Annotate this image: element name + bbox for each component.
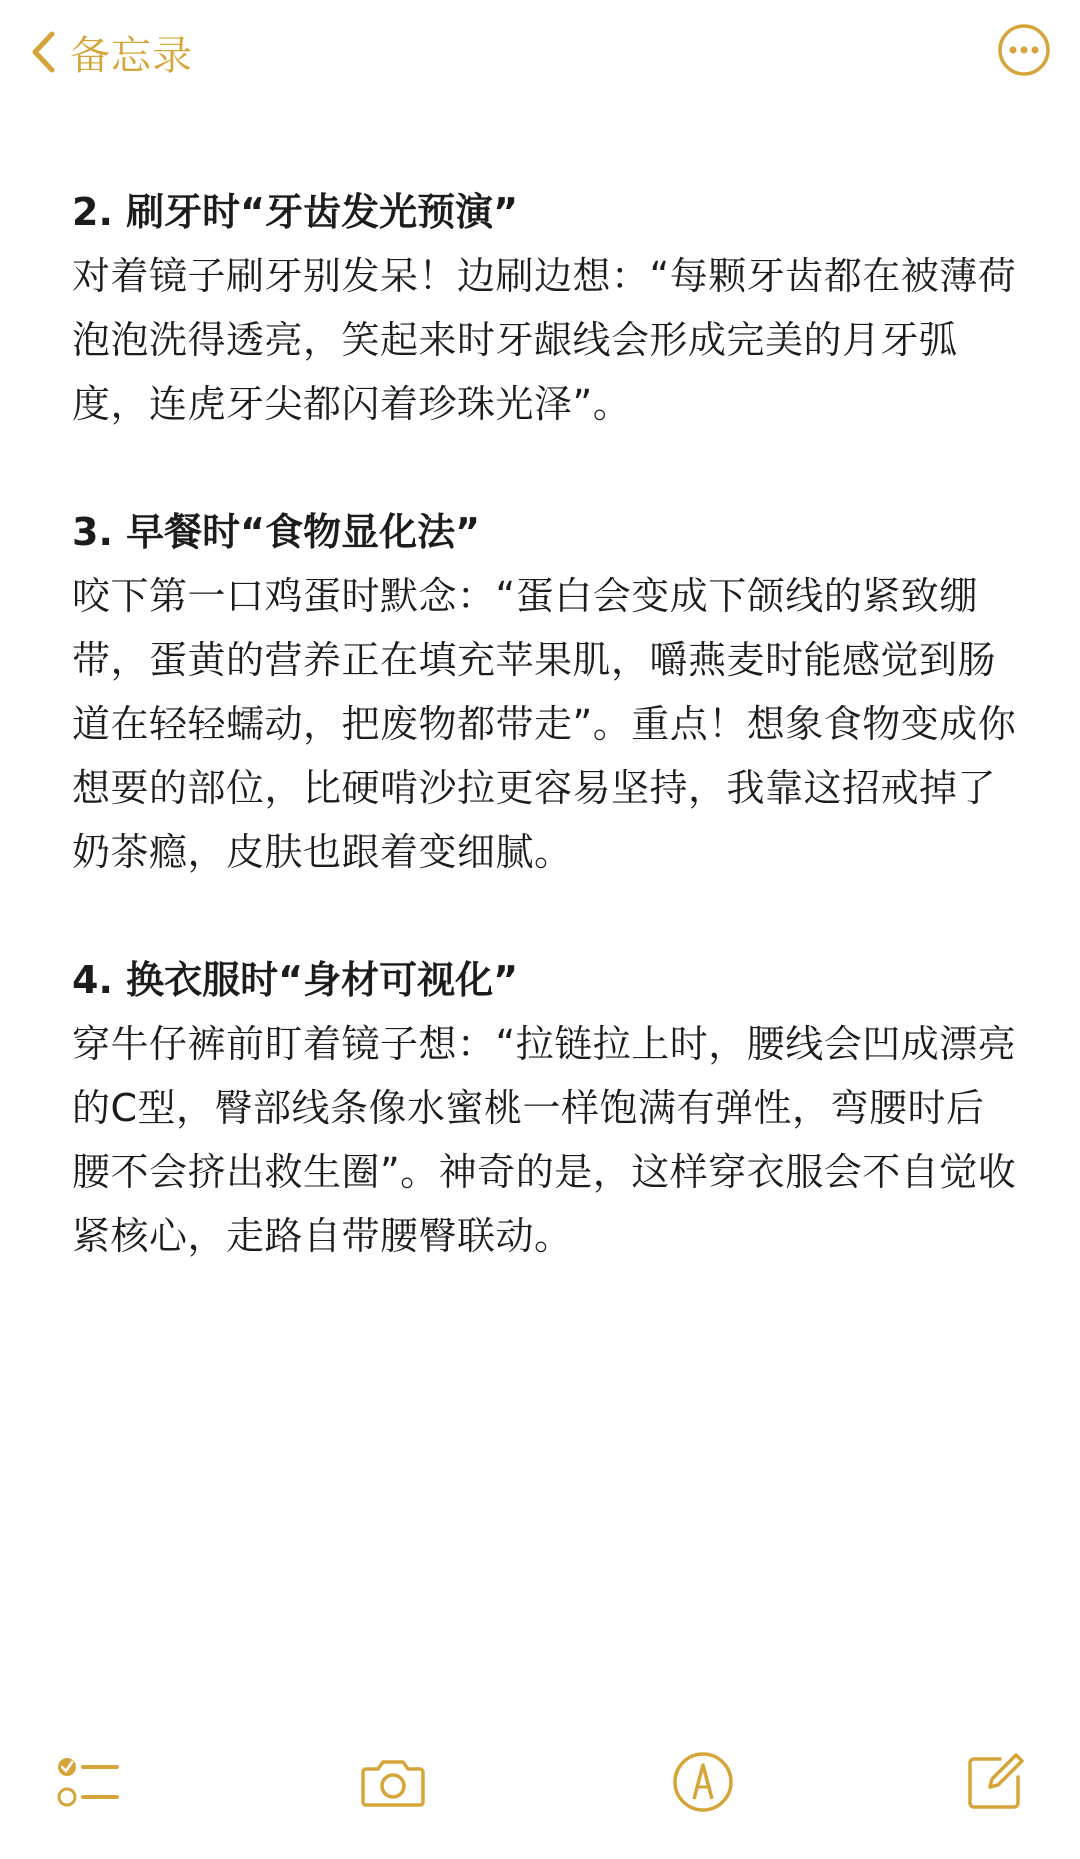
note-section (72, 948, 1022, 1268)
section-heading: 3. 早餐时“食物显化法” (72, 510, 481, 554)
section-body: 对着镜子刷牙别发呆！边刷边想：“每颗牙齿都在被薄荷泡泡洗得透亮，笑起来时牙龈线会形成完美的月牙弧度，连虎牙尖都闪着珍珠光泽”。 (72, 254, 1017, 426)
markup-button[interactable] (668, 1747, 738, 1817)
note-content[interactable] (72, 180, 1022, 1332)
checklist-button[interactable] (55, 1747, 125, 1817)
note-section (72, 180, 1022, 436)
camera-button[interactable] (358, 1747, 428, 1817)
ellipsis-circle-icon (996, 22, 1052, 78)
note-section (72, 500, 1022, 884)
more-options-button[interactable] (996, 22, 1052, 78)
section-body: 穿牛仔裤前盯着镜子想：“拉链拉上时，腰线会凹成漂亮的C型，臀部线条像水蜜桃一样饱满有弹性，弯腰时后腰不会挤出救生圈”。神奇的是，这样穿衣服会不自觉收紧核心，走路自带腰臀联动。 (72, 1022, 1017, 1258)
back-label: 备忘录 (70, 32, 193, 79)
section-heading: 4. 换衣服时“身材可视化” (72, 958, 519, 1002)
chevron-left-icon (30, 30, 56, 74)
navigation-bar (0, 0, 1080, 110)
section-heading: 2. 刷牙时“牙齿发光预演” (72, 190, 519, 234)
bottom-toolbar (0, 1709, 1080, 1859)
back-button[interactable] (30, 22, 193, 82)
markup-icon (668, 1747, 738, 1817)
compose-icon (960, 1747, 1030, 1817)
checklist-icon (55, 1747, 125, 1817)
section-body: 咬下第一口鸡蛋时默念：“蛋白会变成下颌线的紧致绷带，蛋黄的营养正在填充苹果肌，嚼燕麦时能感觉到肠道在轻轻蠕动，把废物都带走”。重点！想象食物变成你想要的部位，比硬啃沙拉更容易坚持，我靠这招戒掉了奶茶瘾，皮肤也跟着变细腻。 (72, 574, 1017, 874)
camera-icon (358, 1747, 428, 1817)
compose-button[interactable] (960, 1747, 1030, 1817)
